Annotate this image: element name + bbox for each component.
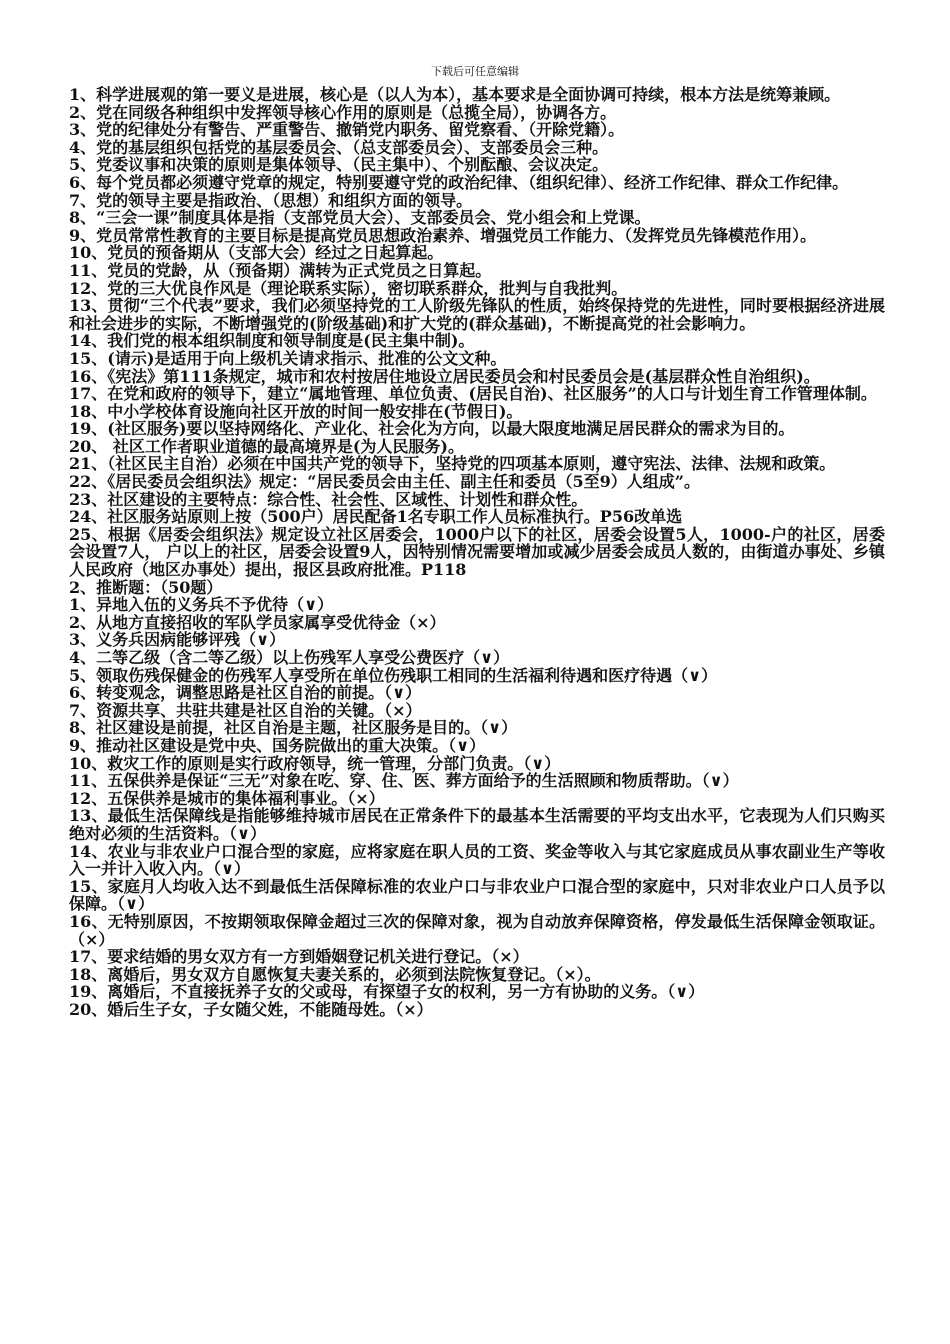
- paragraph: 24、社区服务站原则上按（500户）居民配备1名专职工作人员标准执行。P56改单选: [69, 507, 683, 527]
- paragraph: 13、贯彻“三个代表”要求，我们必须坚持党的工人阶级先锋队的性质，始终保持党的先进性，同时要根据经济进展和社会进步的实际，不断增强党的(阶级基础)和扩大党的(群众基础)，不断提高党的社会影响力。: [69, 296, 885, 333]
- paragraph: 2、党在同级各种组织中发挥领导核心作用的原则是（总揽全局），协调各方。: [69, 102, 617, 122]
- paragraph: 17、在党和政府的领导下，建立“属地管理、单位负责、(居民自治)、社区服务”的人口与计划生育工作管理体制。: [69, 384, 877, 404]
- paragraph: 16、《宪法》第111条规定，城市和农村按居住地设立居民委员会和村民委员会是(基层群众性自治组织)。: [69, 366, 820, 386]
- paragraph: 16、无特别原因，不按期领取保障金超过三次的保障对象，视为自动放弃保障资格，停发最低生活保障金领取证。（×）: [69, 911, 885, 949]
- document-body: [69, 86, 885, 1018]
- page-header: 下载后可任意编辑: [431, 65, 519, 78]
- paragraph: 2、推断题：（50题）: [69, 577, 223, 597]
- paragraph: 7、党的领导主要是指政治、（思想）和组织方面的领导。: [69, 190, 473, 210]
- paragraph: 11、党员的党龄，从（预备期）满转为正式党员之日算起。: [69, 260, 492, 280]
- paragraph: 23、社区建设的主要特点：综合性、社会性、区域性、计划性和群众性。: [69, 489, 588, 509]
- paragraph: 15、家庭月人均收入达不到最低生活保障标准的农业户口与非农业户口混合型的家庭中，只对非农业户口人员予以保障。（∨）: [69, 876, 885, 914]
- paragraph: 17、要求结婚的男女双方有一方到婚姻登记机关进行登记。（×）: [69, 947, 529, 967]
- paragraph: 8、“三会一课”制度具体是指（支部党员大会）、支部委员会、党小组会和上党课。: [69, 208, 651, 228]
- paragraph: 12、党的三大优良作风是（理论联系实际），密切联系群众，批判与自我批判。: [69, 278, 628, 298]
- paragraph: 25、根据《居委会组织法》规定设立社区居委会，1000户以下的社区，居委会设置5人，1000-户的社区，居委会设置7人， 户以上的社区，居委会设置9人，因特别情况需要增加或减少居委会成员人数的，由街道办事处、乡镇人民政府（地区办事处）提出，报区县政府批准。P118: [69, 524, 885, 580]
- paragraph: 19、离婚后，不直接抚养子女的父或母，有探望子女的权利，另一方有协助的义务。（∨）: [69, 982, 705, 1002]
- paragraph: 22、《居民委员会组织法》规定：“居民委员会由主任、副主任和委员（5至9）人组成”。: [69, 472, 700, 492]
- paragraph: 1、异地入伍的义务兵不予优待（∨）: [69, 595, 334, 615]
- paragraph: 8、社区建设是前提，社区自治是主题，社区服务是目的。（∨）: [69, 718, 518, 738]
- paragraph: 9、党员常常性教育的主要目标是提高党员思想政治素养、增强党员工作能力、（发挥党员先锋模范作用）。: [69, 225, 817, 245]
- paragraph: 9、推动社区建设是党中央、国务院做出的重大决策。（∨）: [69, 735, 486, 755]
- paragraph: 10、党员的预备期从（支部大会）经过之日起算起。: [69, 243, 444, 263]
- paragraph: 4、二等乙级（含二等乙级）以上伤残军人享受公费医疗（∨）: [69, 648, 510, 667]
- paragraph: 18、中小学校体育设施向社区开放的时间一般安排在(节假日)。: [69, 401, 523, 421]
- paragraph: 19、(社区服务)要以坚持网络化、产业化、社会化为方向，以最大限度地满足居民群众的需求为目的。: [69, 419, 795, 439]
- paragraph: 12、五保供养是城市的集体福利事业。（×）: [69, 788, 385, 808]
- paragraph: 15、(请示)是适用于向上级机关请求指示、批准的公文文种。: [69, 348, 507, 368]
- paragraph: 3、义务兵因病能够评残（∨）: [69, 630, 286, 650]
- paragraph: 2、从地方直接招收的军队学员家属享受优待金（×）: [69, 612, 446, 632]
- paragraph: 7、资源共享、共驻共建是社区自治的关键。（×）: [69, 700, 422, 720]
- paragraph: 6、每个党员都必须遵守党章的规定，特别要遵守党的政治纪律、（组织纪律）、经济工作纪律、群众工作纪律。: [69, 172, 849, 192]
- paragraph: 3、党的纪律处分有警告、严重警告、撤销党内职务、留党察看、（开除党籍）。: [69, 120, 625, 140]
- paragraph: 21、（社区民主自治）必须在中国共产党的领导下，坚持党的四项基本原则，遵守宪法、法律、法规和政策。: [69, 454, 836, 474]
- paragraph: 5、领取伤残保健金的伤残军人享受所在单位伤残职工相同的生活福利待遇和医疗待遇（∨）: [69, 665, 718, 685]
- paragraph: 14、我们党的根本组织制度和领导制度是(民主集中制)。: [69, 331, 475, 351]
- paragraph: 13、最低生活保障线是指能够维持城市居民在正常条件下的最基本生活需要的平均支出水平，它表现为人们只购买绝对必须的生活资料。（∨）: [69, 806, 885, 843]
- paragraph: 20、婚后生子女，子女随父姓，不能随母姓。（×）: [69, 999, 433, 1019]
- paragraph: 10、救灾工作的原则是实行政府领导，统一管理，分部门负责。（∨）: [69, 753, 561, 773]
- paragraph: 6、转变观念，调整思路是社区自治的前提。（∨）: [69, 683, 422, 703]
- paragraph: 18、离婚后，男女双方自愿恢复夫妻关系的，必须到法院恢复登记。（×）。: [69, 964, 601, 984]
- paragraph: 20、 社区工作者职业道德的最高境界是(为人民服务)。: [69, 436, 464, 456]
- paragraph: 14、农业与非农业户口混合型的家庭，应将家庭在职人员的工资、奖金等收入与其它家庭成员从事农副业生产等收入一并计入收入内。（∨）: [69, 841, 885, 879]
- paragraph: 5、党委议事和决策的原则是集体领导、（民主集中）、个别酝酿、会议决定。: [69, 155, 609, 175]
- paragraph: 1、科学进展观的第一要义是进展，核心是（以人为本），基本要求是全面协调可持续，根本方法是统筹兼顾。: [69, 85, 841, 104]
- paragraph: 4、党的基层组织包括党的基层委员会、（总支部委员会）、支部委员会三种。: [69, 137, 609, 157]
- paragraph: 11、五保供养是保证“三无”对象在吃、穿、住、医、葬方面给予的生活照顾和物质帮助。（∨）: [69, 771, 739, 791]
